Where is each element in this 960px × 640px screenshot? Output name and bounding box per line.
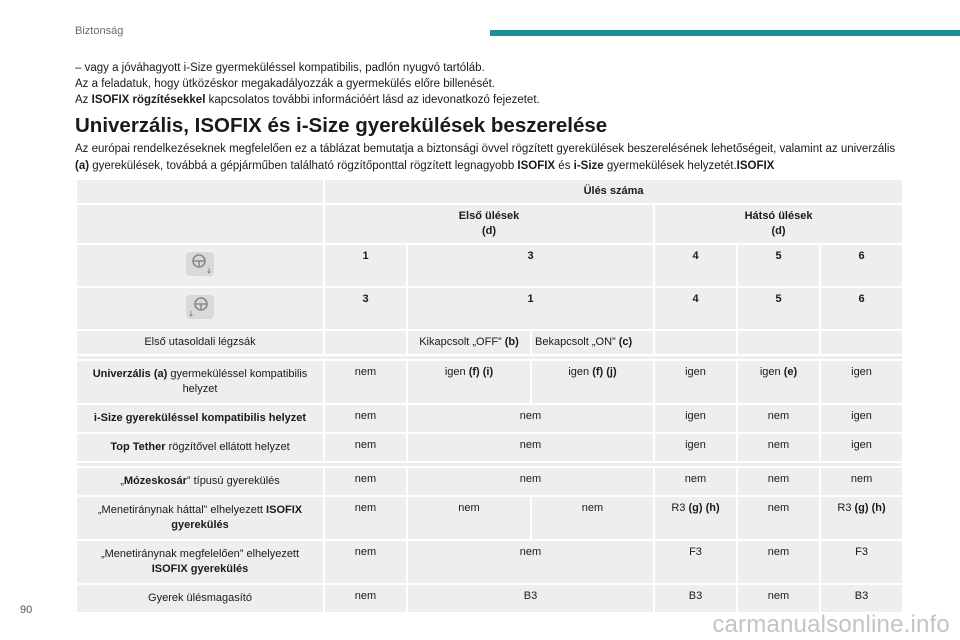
- row-label-booster: Gyerek ülésmagasító: [76, 584, 324, 613]
- table-cell: igen: [654, 360, 737, 404]
- seat-number: 5: [737, 287, 820, 330]
- table-cell: nem: [324, 360, 407, 404]
- table-cell: igen: [654, 404, 737, 433]
- table-cell: nem: [737, 496, 820, 540]
- table-cell: nem: [820, 467, 903, 496]
- row-label-universal: Univerzális (a) gyermeküléssel kompatibilis helyzet: [76, 360, 324, 404]
- table-cell: nem: [407, 433, 654, 462]
- table-cell: R3 (g) (h): [820, 496, 903, 540]
- table-cell: igen: [820, 360, 903, 404]
- table-cell: nem: [324, 540, 407, 584]
- table-cell: nem: [737, 467, 820, 496]
- intro-line: – vagy a jóváhagyott i-Size gyermeküléssel kompatibilis, padlón nyugvó tartóláb.: [75, 62, 485, 74]
- child-seat-table: [75, 178, 904, 614]
- table-cell: nem: [324, 584, 407, 613]
- intro-line: Az a feladatuk, hogy ütközéskor megakadályozzák a gyermekülés előre billenését.: [75, 78, 495, 90]
- empty-cell: [76, 204, 324, 244]
- table-cell: igen (f) (j): [531, 360, 654, 404]
- empty-cell: [654, 330, 737, 355]
- table-row: [76, 179, 903, 204]
- seat-number: 1: [407, 287, 654, 330]
- watermark: carmanualsonline.info: [712, 611, 950, 638]
- row-label-top-tether: Top Tether rögzítővel ellátott helyzet: [76, 433, 324, 462]
- section-label: Biztonság: [75, 25, 124, 37]
- airbag-label: Első utasoldali légzsák: [76, 330, 324, 355]
- row-label-isize: i-Size gyereküléssel kompatibilis helyzet: [76, 404, 324, 433]
- table-row: [76, 244, 903, 287]
- table-cell: nem: [407, 496, 531, 540]
- empty-cell: [737, 330, 820, 355]
- seat-number: 6: [820, 287, 903, 330]
- empty-cell: [76, 179, 324, 204]
- table-cell: igen: [654, 433, 737, 462]
- table-cell: B3: [407, 584, 654, 613]
- seat-number: 5: [737, 244, 820, 287]
- table-row: [76, 204, 903, 244]
- table-cell: nem: [407, 540, 654, 584]
- empty-cell: [324, 330, 407, 355]
- table-row: [76, 496, 903, 540]
- table-cell: B3: [654, 584, 737, 613]
- table-cell: nem: [737, 404, 820, 433]
- table-cell: R3 (g) (h): [654, 496, 737, 540]
- table-cell: igen (e): [737, 360, 820, 404]
- page-title: Univerzális, ISOFIX és i-Size gyerekülések beszerelése: [75, 114, 608, 137]
- table-row: [76, 584, 903, 613]
- seat-number: 3: [407, 244, 654, 287]
- seat-number: 3: [324, 287, 407, 330]
- rear-seats-header: Hátsó ülések (d): [654, 204, 903, 244]
- intro-paragraph: Az európai rendelkezéseknek megfelelően ez a táblázat bemutatja a biztonsági övvel rögzített gyerekülések beszerelésének lehetőségeit, valamint az univerzális (a) gyerekülések, továbbá a gépjárműben található rögzítőponttal rögzített legnagyobb ISOFIX és i-Size gyermekülések helyzetét.ISOFIX: [75, 143, 896, 172]
- table-cell: B3: [820, 584, 903, 613]
- page-number: 90: [20, 604, 33, 616]
- row-label-rearward: „Menetiránynak háttal” elhelyezett ISOFIX gyerekülés: [76, 496, 324, 540]
- table-cell: F3: [654, 540, 737, 584]
- front-seats-header: Első ülések (d): [324, 204, 654, 244]
- table-cell: nem: [324, 433, 407, 462]
- table-cell: nem: [407, 404, 654, 433]
- table-cell: igen: [820, 404, 903, 433]
- seat-number: 4: [654, 287, 737, 330]
- table-cell: nem: [737, 584, 820, 613]
- airbag-on-cell: Bekapcsolt „ON” (c): [531, 330, 654, 355]
- seat-number: 6: [820, 244, 903, 287]
- table-cell: nem: [737, 433, 820, 462]
- table-cell: igen (f) (i): [407, 360, 531, 404]
- table-row: [76, 330, 903, 355]
- table-row: [76, 287, 903, 330]
- table-cell: F3: [820, 540, 903, 584]
- table-cell: nem: [737, 540, 820, 584]
- airbag-off-cell: Kikapcsolt „OFF” (b): [407, 330, 531, 355]
- seat-number: 1: [324, 244, 407, 287]
- steering-wheel-lhd-icon: [185, 251, 215, 277]
- table-cell: nem: [654, 467, 737, 496]
- table-cell: nem: [531, 496, 654, 540]
- seat-number: 4: [654, 244, 737, 287]
- table-row: [76, 467, 903, 496]
- table-row: [76, 540, 903, 584]
- table-row: [76, 360, 903, 404]
- intro-line: Az ISOFIX rögzítésekkel kapcsolatos további információért lásd az idevonatkozó fejezetet.: [75, 94, 540, 106]
- empty-cell: [820, 330, 903, 355]
- row-label-carrycot: „Mózeskosár” típusú gyerekülés: [76, 467, 324, 496]
- row-label-forward: „Menetiránynak megfelelően” elhelyezett ISOFIX gyerekülés: [76, 540, 324, 584]
- table-cell: igen: [820, 433, 903, 462]
- intro-text: [75, 60, 905, 108]
- header-accent-bar: [490, 30, 960, 36]
- table-cell: nem: [407, 467, 654, 496]
- table-row: [76, 433, 903, 462]
- lhd-icon-cell: [76, 244, 324, 287]
- seat-number-header: Ülés száma: [324, 179, 903, 204]
- rhd-icon-cell: [76, 287, 324, 330]
- table-row: [76, 404, 903, 433]
- table-cell: nem: [324, 404, 407, 433]
- steering-wheel-rhd-icon: [185, 294, 215, 320]
- table-cell: nem: [324, 496, 407, 540]
- table-cell: nem: [324, 467, 407, 496]
